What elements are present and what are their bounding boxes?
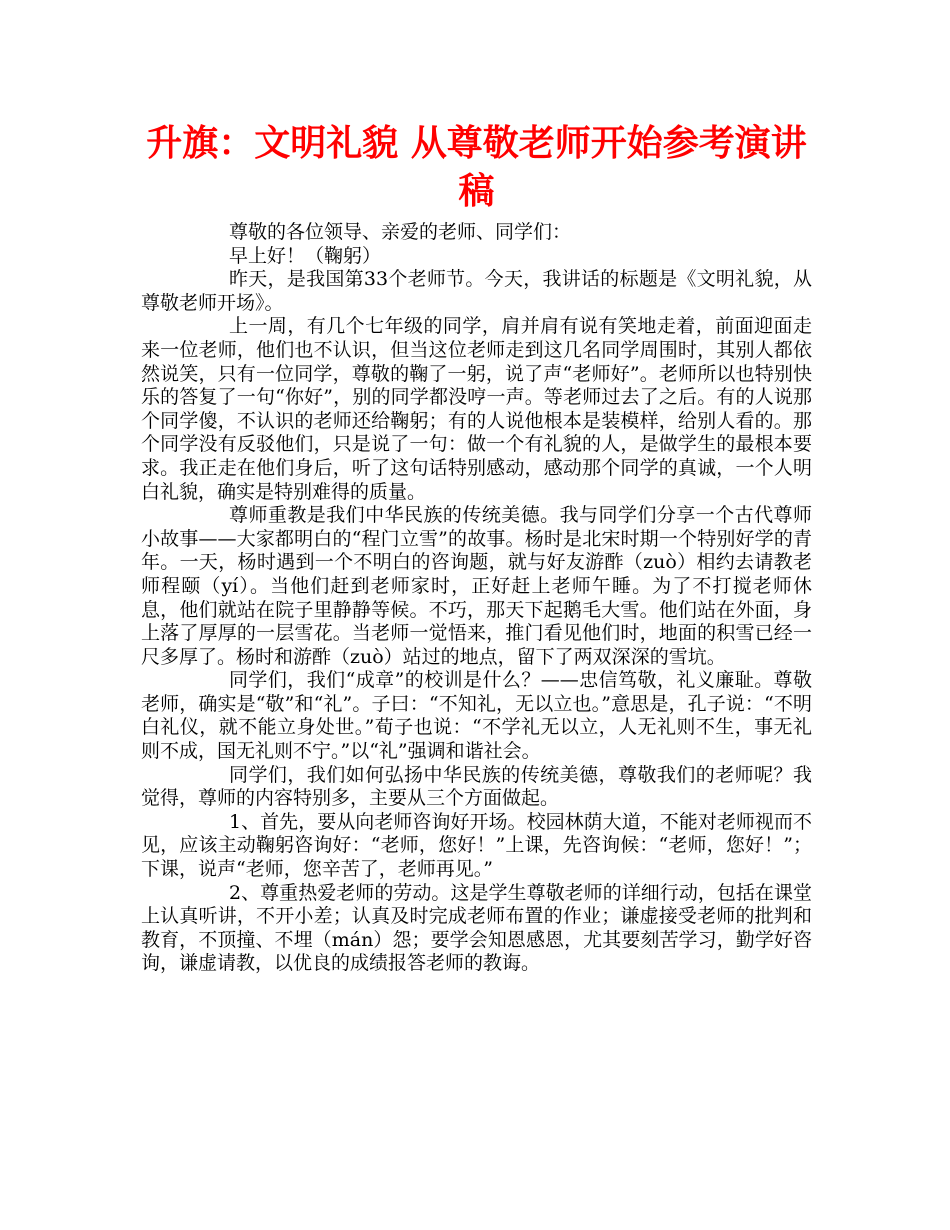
paragraph-point-1: 1、首先，要从向老师咨询好开场。校园林荫大道，不能对老师视而不见，应该主动鞠躬咨询好：“老师，您好！”上课，先咨询候：“老师，您好！”；下课，说声“老师，您辛苦了，老师再见。” xyxy=(141,810,812,881)
paragraph-greeting: 早上好！（鞠躬） xyxy=(229,244,382,267)
paragraph-how-to-respect: 同学们，我们如何弘扬中华民族的传统美德，尊敬我们的老师呢？我觉得，尊师的内容特别多，主要从三个方面做起。 xyxy=(141,763,812,810)
paragraph-salutation: 尊敬的各位领导、亲爱的老师、同学们： xyxy=(229,221,572,243)
paragraph-story-students: 上一周，有几个七年级的同学，肩并肩有说有笑地走着，前面迎面走来一位老师，他们也不认识，但当这位老师走到这几名同学周围时，其别人都依然说笑，只有一位同学，尊敬的鞠了一躬，说了声“老师好”。老师所以也特别快乐的答复了一句“你好”，别的同学都没哼一声。等老师过去了之后。有的人说那个同学傻，不认识的老师还给鞠躬；有的人说他根本是装模样，给别人看的。那个同学没有反驳他们，只是说了一句：做一个有礼貌的人，是做学生的最根本要求。我正走在他们身后，听了这句话特别感动，感动那个同学的真诚，一个人明白礼貌，确实是特别难得的质量。 xyxy=(141,315,812,503)
document-page xyxy=(141,120,812,976)
document-body xyxy=(141,221,812,976)
paragraph-intro: 昨天，是我国第33个老师节。今天，我讲话的标题是《文明礼貌，从尊敬老师开场》。 xyxy=(141,268,812,314)
document-title: 升旗：文明礼貌 从尊敬老师开始参考演讲稿 xyxy=(146,123,807,212)
paragraph-school-motto: 同学们，我们“成章”的校训是什么？——忠信笃敬，礼义廉耻。尊敬老师，确实是“敬”和“礼”。子曰：“不知礼，无以立也。”意思是，孔子说：“不明白礼仪，就不能立身处世。”荀子也说：“不学礼无以立，人无礼则不生，事无礼则不成，国无礼则不宁。”以“礼”强调和谐社会。 xyxy=(141,669,812,763)
paragraph-story-chengmen: 尊师重教是我们中华民族的传统美德。我与同学们分享一个古代尊师小故事——大家都明白的“程门立雪”的故事。杨时是北宋时期一个特别好学的青年。一天，杨时遇到一个不明白的咨询题，就与好友游酢（zuò）相约去请教老师程颐（yí）。当他们赶到老师家时，正好赶上老师午睡。为了不打搅老师休息，他们就站在院子里静静等候。不巧，那天下起鹅毛大雪。他们站在外面，身上落了厚厚的一层雪花。当老师一觉悟来，推门看见他们时，地面的积雪已经一尺多厚了。杨时和游酢（zuò）站过的地点，留下了两双深深的雪坑。 xyxy=(141,504,812,668)
paragraph-point-2: 2、尊重热爱老师的劳动。这是学生尊敬老师的详细行动，包括在课堂上认真听讲，不开小差；认真及时完成老师布置的作业；谦虚接受老师的批判和教育，不顶撞、不埋（mán）怨；要学会知恩感恩，尤其要刻苦学习，勤学好咨询，谦虚请教，以优良的成绩报答老师的教诲。 xyxy=(141,881,812,975)
